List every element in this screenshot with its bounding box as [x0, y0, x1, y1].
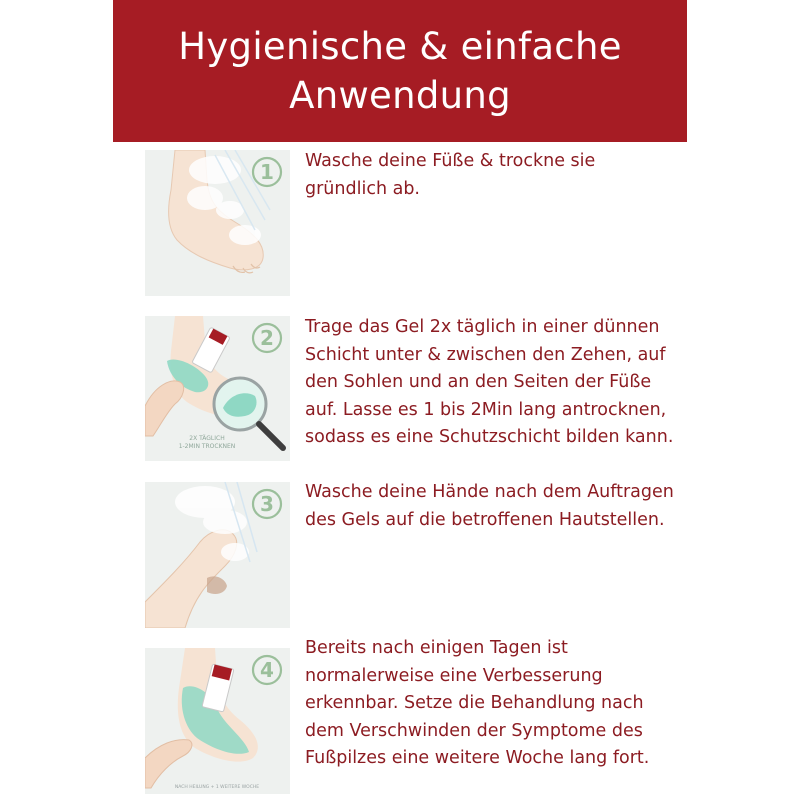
hand-washing-illustration	[145, 482, 290, 628]
step-4-image	[145, 648, 290, 794]
step-2-image-caption-1: 2X TÄGLICH	[189, 435, 225, 442]
step-4-line-5: Fußpilzes eine weitere Woche lang fort.	[305, 748, 650, 768]
step-2-line-4: auf. Lasse es 1 bis 2Min lang antrocknen,	[305, 399, 667, 420]
step-2-line-3: den Sohlen und an den Seiten der Füße	[305, 372, 652, 392]
step-2-line-5: sodass es eine Schutzschicht bilden kann.	[305, 427, 674, 447]
title-line-2: Anwendung	[289, 74, 511, 117]
foot-washing-illustration	[145, 150, 290, 296]
step-3-line-1: Wasche deine Hände nach dem Auftragen	[305, 482, 674, 502]
title-line-1: Hygienische & einfache	[178, 25, 622, 68]
step-4-line-2: normalerweise eine Verbesserung	[305, 665, 603, 686]
gel-application-illustration	[145, 316, 290, 461]
step-4-text	[305, 635, 649, 773]
step-2-line-1: Trage das Gel 2x täglich in einer dünnen	[305, 317, 660, 337]
step-2-image	[145, 316, 290, 461]
step-4-line-1: Bereits nach einigen Tagen ist	[305, 638, 568, 658]
page-title	[178, 22, 622, 120]
step-2-image-caption-2: 1-2MIN TROCKNEN	[178, 443, 236, 450]
step-4-line-4: dem Verschwinden der Symptome des	[305, 720, 643, 741]
step-1-line-2: gründlich ab.	[305, 178, 420, 199]
step-1-number: 1	[260, 160, 274, 184]
step-3-number: 3	[260, 492, 274, 516]
step-2-number: 2	[260, 326, 274, 350]
step-1-line-1: Wasche deine Füße & trockne sie	[305, 151, 596, 171]
step-2-line-2: Schicht unter & zwischen den Zehen, auf	[305, 344, 666, 365]
step-3-text	[305, 479, 674, 534]
step-1-image	[145, 150, 290, 296]
step-4-image-caption: NACH HEILUNG + 1 WEITERE WOCHE	[174, 785, 260, 790]
step-4-number: 4	[260, 658, 274, 682]
step-3-line-2: des Gels auf die betroffenen Hautstellen.	[305, 509, 665, 530]
continued-treatment-illustration	[145, 648, 290, 794]
step-2-text	[305, 314, 673, 452]
step-1-text	[305, 148, 595, 203]
step-4-line-3: erkennbar. Setze die Behandlung nach	[305, 693, 644, 713]
header-banner	[113, 0, 687, 142]
step-3-image	[145, 482, 290, 628]
